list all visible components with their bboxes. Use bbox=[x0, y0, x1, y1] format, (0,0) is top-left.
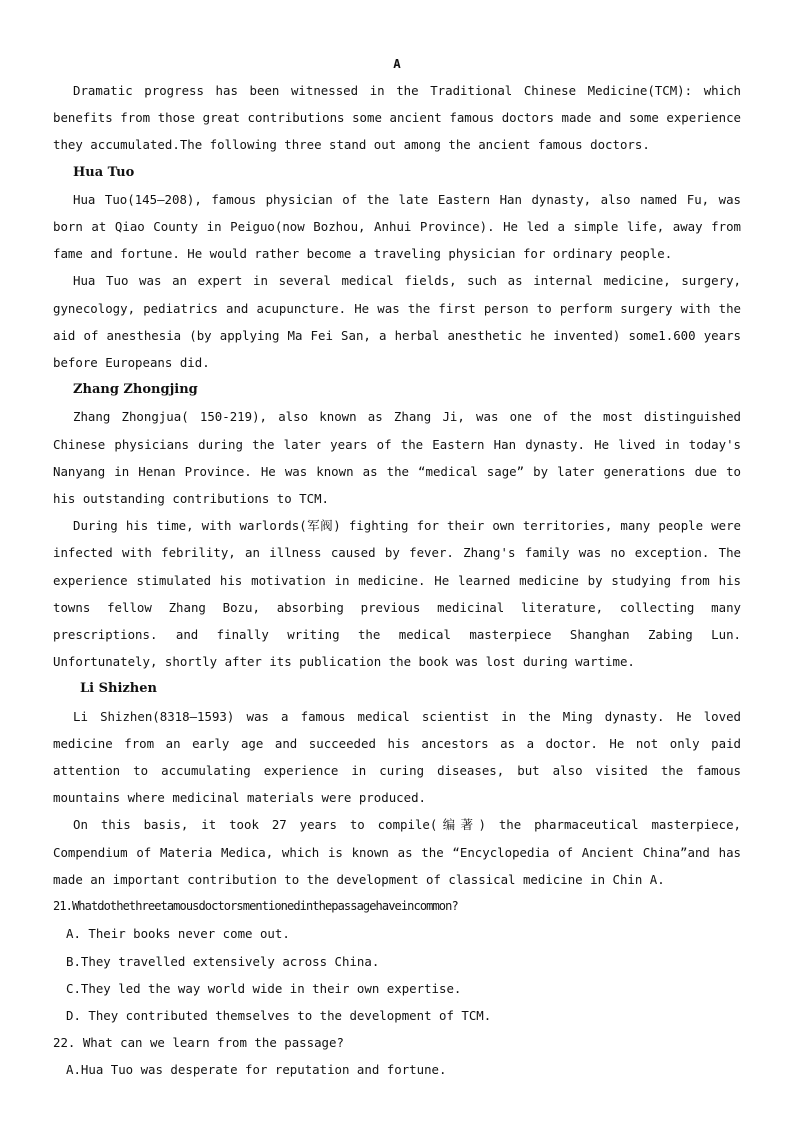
zhang-paragraph-2: During his time, with warlords(军阀) fighting for their own territories, many people were infected with febrility, an illness caused by fever. Zhang's family was no exception. The experience stimulated his motivation in medicine. He learned medicine by studying from his towns fellow Zhang Bozu, absorbing previous medicinal literature, collecting many prescriptions. and finally writing the medical masterpiece Shanghan Zabing Lun. Unfortunately, shortly after its publication the book was lost during wartime. bbox=[53, 518, 741, 670]
question-21-option-c: C.They led the way world wide in their own expertise. bbox=[66, 980, 462, 996]
question-22: 22. What can we learn from the passage? bbox=[53, 1035, 344, 1051]
hua-tuo-paragraph-2: Hua Tuo was an expert in several medical fields, such as internal medicine, surgery, gynecology, pediatrics and acupuncture. He was the first person to perform surgery with the aid of anesthesia (by applying Ma Fei San, a herbal anesthetic he invented) some1.600 years before Europeans did. bbox=[53, 273, 741, 371]
section-label: A bbox=[393, 56, 401, 71]
question-21-option-a: A. Their books never come out. bbox=[66, 926, 290, 942]
question-21-option-d: D. They contributed themselves to the development of TCM. bbox=[66, 1007, 492, 1023]
heading-li-shizhen: Li Shizhen bbox=[80, 681, 157, 697]
li-paragraph-1: Li Shizhen(8318—1593) was a famous medical scientist in the Ming dynasty. He loved medicine from an early age and succeeded his ancestors as a doctor. He not only paid attention to accumulating experience in curing diseases, but also visited the famous mountains where medicinal materials were produced. bbox=[53, 708, 741, 806]
intro-paragraph: Dramatic progress has been witnessed in the Traditional Chinese Medicine(TCM): which benefits from those great contributions some ancient famous doctors made and some experience they accumulated.The following three stand out among the ancient famous doctors. bbox=[53, 83, 741, 153]
question-21: 21.Whatdothethreetamousdoctorsmentionedinthepassagehaveincommon? bbox=[53, 899, 458, 914]
li-paragraph-2: On this basis, it took 27 years to compile(编著) the pharmaceutical masterpiece, Compendium of Materia Medica, which is known as the “Encyclopedia of Ancient China”and has made an important contribution to the development of classical medicine in Chin A. bbox=[53, 817, 741, 887]
heading-hua-tuo: Hua Tuo bbox=[73, 164, 135, 180]
zhang-paragraph-1: Zhang Zhongjua( 150-219), also known as Zhang Ji, was one of the most distinguished Chinese physicians during the later years of the Eastern Han dynasty. He lived in today's Nanyang in Henan Province. He was known as the “medical sage” by later generations due to his outstanding contributions to TCM. bbox=[53, 409, 741, 507]
question-21-option-b: B.They travelled extensively across China. bbox=[66, 953, 380, 969]
document-page bbox=[53, 50, 741, 1084]
question-22-option-a: A.Hua Tuo was desperate for reputation and fortune. bbox=[66, 1062, 447, 1078]
heading-zhang-zhongjing: Zhang Zhongjing bbox=[73, 382, 198, 398]
hua-tuo-paragraph-1: Hua Tuo(145—208), famous physician of the late Eastern Han dynasty, also named Fu, was born at Qiao County in Peiguo(now Bozhou, Anhui Province). He led a simple life, away from fame and fortune. He would rather become a traveling physician for ordinary people. bbox=[53, 191, 741, 262]
